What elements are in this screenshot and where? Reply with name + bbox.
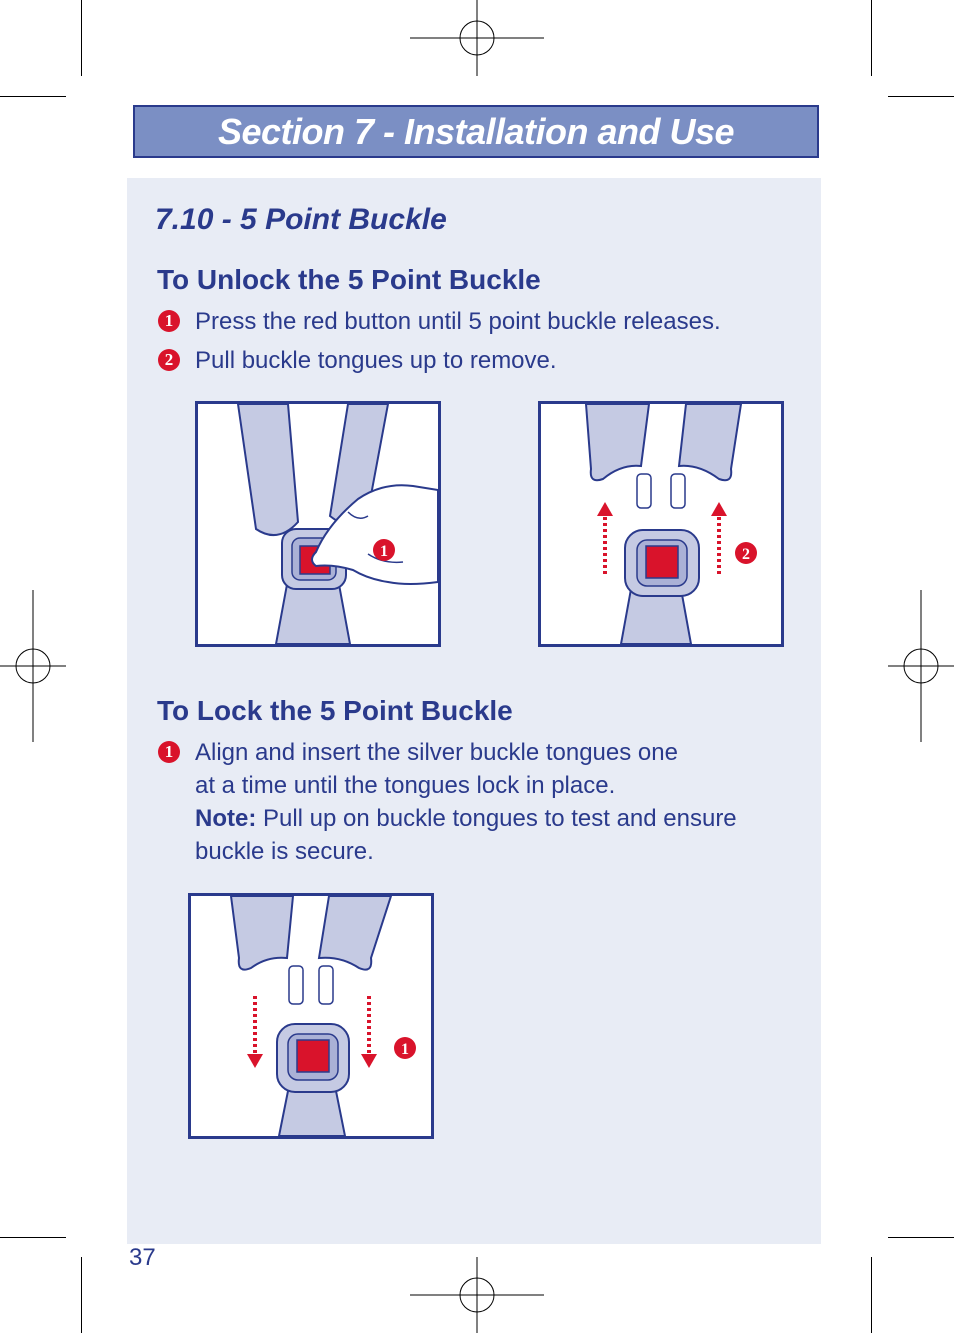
crop-mark (871, 0, 872, 76)
figure-marker: 2 (742, 546, 750, 563)
page-number: 37 (129, 1244, 156, 1271)
step-text: Pull buckle tongues up to remove. (195, 347, 557, 374)
lock-step-text (195, 736, 737, 868)
unlock-heading: To Unlock the 5 Point Buckle (157, 264, 541, 295)
crop-mark (0, 1237, 66, 1238)
figure-press-button (195, 401, 441, 647)
step-number-badge: 1 (158, 741, 180, 763)
step-number-badge: 1 (158, 310, 180, 332)
registration-mark-right (888, 590, 954, 742)
registration-mark-left (0, 590, 66, 742)
registration-mark-top (410, 0, 544, 76)
lock-note (195, 802, 737, 835)
lock-line-4: buckle is secure. (195, 838, 374, 865)
note-text: Pull up on buckle tongues to test and ensure (256, 805, 737, 832)
registration-mark-bottom (410, 1257, 544, 1333)
crop-mark (81, 1257, 82, 1333)
subsection-title: 7.10 - 5 Point Buckle (155, 203, 447, 236)
note-label: Note: (195, 805, 257, 832)
crop-mark (81, 0, 82, 76)
lock-heading: To Lock the 5 Point Buckle (157, 695, 513, 726)
step-number-badge: 2 (158, 349, 180, 371)
figure-marker: 1 (401, 1041, 409, 1058)
figure-insert-tongues (188, 893, 434, 1139)
figure-pull-tongues (538, 401, 784, 647)
lock-line-2: at a time until the tongues lock in place. (195, 772, 616, 799)
section-title: Section 7 - Installation and Use (217, 110, 735, 152)
section-header (133, 105, 819, 158)
figure-marker: 1 (380, 543, 388, 560)
crop-mark (0, 96, 66, 97)
crop-mark (888, 96, 954, 97)
lock-line-1: Align and insert the silver buckle tongues one (195, 739, 678, 766)
crop-mark (888, 1237, 954, 1238)
crop-mark (871, 1257, 872, 1333)
step-text: Press the red button until 5 point buckle releases. (195, 308, 721, 335)
